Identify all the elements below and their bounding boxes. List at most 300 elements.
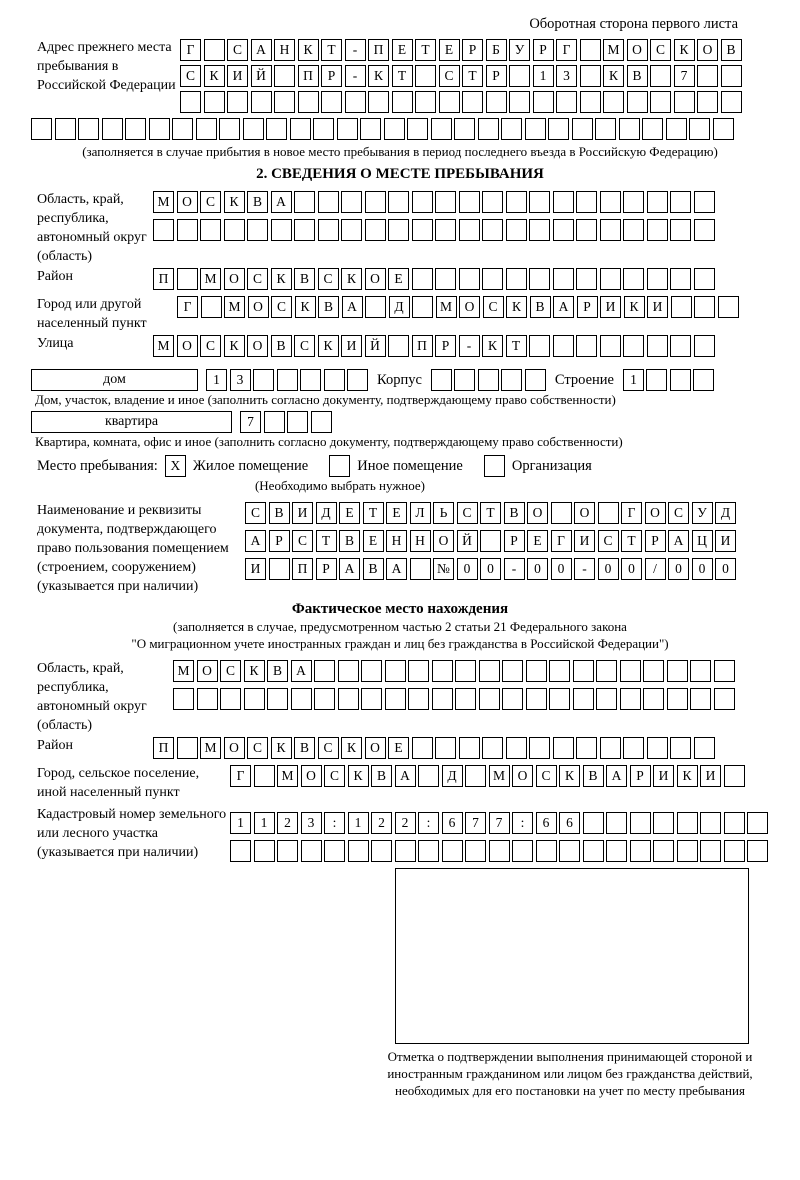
char-cell	[600, 191, 621, 213]
char-cell	[385, 660, 406, 682]
char-cell	[55, 118, 76, 140]
char-cell	[313, 118, 334, 140]
char-cell	[650, 65, 671, 87]
cadastral-label: Кадастровый номер земельного или лесного участка (указывается при наличии)	[37, 807, 227, 860]
char-cell	[700, 840, 721, 862]
char-cell	[197, 688, 218, 710]
document-block	[37, 500, 800, 596]
char-cell: М	[436, 296, 457, 318]
char-cell: К	[298, 39, 319, 61]
char-cell	[697, 65, 718, 87]
char-cell	[407, 118, 428, 140]
char-cell: Р	[645, 530, 666, 552]
char-cell: Т	[462, 65, 483, 87]
char-cell	[254, 840, 275, 862]
char-cell	[509, 91, 530, 113]
char-cell: Й	[365, 335, 386, 357]
char-cell: :	[324, 812, 345, 834]
char-cell: В	[294, 737, 315, 759]
char-cell	[385, 688, 406, 710]
char-cell: И	[715, 530, 736, 552]
char-cell: К	[482, 335, 503, 357]
actual-city-label: Город, сельское поселение, иной населенный пункт	[37, 766, 200, 800]
char-cell: С	[292, 530, 313, 552]
char-cell	[298, 91, 319, 113]
street-block	[37, 333, 800, 361]
char-cell	[667, 660, 688, 682]
char-cell	[697, 91, 718, 113]
char-cell	[454, 118, 475, 140]
char-cell	[435, 191, 456, 213]
region-label: Область, край, республика, автономный округ (область)	[37, 192, 147, 264]
char-cell: Г	[551, 530, 572, 552]
char-cell	[180, 91, 201, 113]
char-cell: Н	[386, 530, 407, 552]
char-cell: Р	[533, 39, 554, 61]
char-cell	[670, 191, 691, 213]
char-cell	[219, 118, 240, 140]
char-cell: 0	[668, 558, 689, 580]
char-cell: Р	[316, 558, 337, 580]
char-cell: С	[200, 191, 221, 213]
char-cell	[553, 268, 574, 290]
char-cell	[506, 219, 527, 241]
char-cell	[395, 840, 416, 862]
char-cell	[600, 335, 621, 357]
char-cell: И	[574, 530, 595, 552]
char-cell	[153, 219, 174, 241]
char-cell	[478, 369, 499, 391]
char-cell: А	[339, 558, 360, 580]
district-block	[37, 266, 800, 294]
char-cell	[251, 91, 272, 113]
char-cell	[677, 840, 698, 862]
char-cell	[31, 118, 52, 140]
char-cell: И	[245, 558, 266, 580]
char-cell	[549, 688, 570, 710]
char-cell: И	[600, 296, 621, 318]
char-cell	[606, 840, 627, 862]
char-cell: К	[624, 296, 645, 318]
char-cell	[600, 737, 621, 759]
char-cell	[576, 737, 597, 759]
document-row-3	[245, 558, 800, 580]
char-cell: М	[224, 296, 245, 318]
char-cell	[220, 688, 241, 710]
corner-note: Оборотная сторона первого листа	[529, 16, 738, 32]
actual-region-row-1	[173, 660, 800, 682]
char-cell	[502, 660, 523, 682]
section2-title: 2. СВЕДЕНИЯ О МЕСТЕ ПРЕБЫВАНИЯ	[256, 166, 544, 182]
char-cell: В	[530, 296, 551, 318]
document-row-2	[245, 530, 800, 552]
char-cell: 0	[692, 558, 713, 580]
actual-region-block	[37, 658, 800, 735]
char-cell: О	[247, 335, 268, 357]
cadastral-block	[37, 804, 800, 866]
char-cell: И	[647, 296, 668, 318]
char-cell: 3	[230, 369, 251, 391]
char-cell: К	[318, 335, 339, 357]
char-cell	[573, 688, 594, 710]
char-cell	[244, 688, 265, 710]
char-cell	[553, 335, 574, 357]
char-cell	[572, 118, 593, 140]
char-cell: С	[227, 39, 248, 61]
char-cell	[674, 91, 695, 113]
char-cell	[301, 840, 322, 862]
char-cell	[714, 660, 735, 682]
char-cell: Т	[415, 39, 436, 61]
char-cell: 2	[371, 812, 392, 834]
char-cell	[670, 335, 691, 357]
char-cell	[435, 737, 456, 759]
char-cell	[269, 558, 290, 580]
char-cell: С	[439, 65, 460, 87]
char-cell	[482, 191, 503, 213]
char-cell	[388, 191, 409, 213]
char-cell	[653, 812, 674, 834]
char-cell	[694, 296, 715, 318]
char-cell	[432, 688, 453, 710]
char-cell: Д	[316, 502, 337, 524]
char-cell	[418, 840, 439, 862]
char-cell	[149, 118, 170, 140]
char-cell	[431, 118, 452, 140]
char-cell	[647, 335, 668, 357]
district-label: Район	[37, 269, 73, 284]
char-cell: У	[509, 39, 530, 61]
char-cell: П	[292, 558, 313, 580]
char-cell: 7	[489, 812, 510, 834]
char-cell: 6	[442, 812, 463, 834]
char-cell	[435, 219, 456, 241]
char-cell	[620, 688, 641, 710]
char-cell: О	[574, 502, 595, 524]
char-cell: Е	[388, 737, 409, 759]
char-cell	[580, 91, 601, 113]
char-cell: Й	[457, 530, 478, 552]
char-cell: Г	[230, 765, 251, 787]
char-cell	[583, 840, 604, 862]
char-cell	[277, 369, 298, 391]
char-cell: И	[227, 65, 248, 87]
char-cell: А	[245, 530, 266, 552]
char-cell	[650, 91, 671, 113]
char-cell	[694, 335, 715, 357]
prev-address-row-2	[180, 65, 800, 87]
char-cell: Д	[442, 765, 463, 787]
char-cell: В	[504, 502, 525, 524]
char-cell	[347, 369, 368, 391]
char-cell: 3	[556, 65, 577, 87]
char-cell	[630, 812, 651, 834]
char-cell	[365, 191, 386, 213]
char-cell: Г	[556, 39, 577, 61]
char-cell	[388, 219, 409, 241]
char-cell	[667, 688, 688, 710]
char-cell	[482, 737, 503, 759]
char-cell: О	[177, 335, 198, 357]
char-cell	[318, 219, 339, 241]
char-cell: Е	[339, 502, 360, 524]
char-cell: К	[506, 296, 527, 318]
char-cell	[526, 660, 547, 682]
char-cell	[224, 219, 245, 241]
char-cell: С	[536, 765, 557, 787]
actual-location-title: Фактическое место нахождения	[291, 601, 509, 617]
char-cell: Р	[269, 530, 290, 552]
char-cell	[559, 840, 580, 862]
char-cell	[482, 219, 503, 241]
region-block	[37, 189, 800, 266]
char-cell	[670, 737, 691, 759]
char-cell: В	[271, 335, 292, 357]
char-cell	[627, 91, 648, 113]
char-cell: С	[294, 335, 315, 357]
actual-region-label: Область, край, республика, автономный округ (область)	[37, 661, 147, 733]
char-cell	[529, 219, 550, 241]
actual-city-block	[37, 763, 800, 802]
prev-address-caption: (заполняется в случае прибытия в новое место пребывания в период последнего въезда в Российскую Федерацию)	[82, 144, 718, 159]
char-cell: С	[324, 765, 345, 787]
actual-district-block	[37, 735, 800, 763]
char-cell: Г	[177, 296, 198, 318]
char-cell	[489, 840, 510, 862]
char-cell	[670, 268, 691, 290]
char-cell: Е	[388, 268, 409, 290]
apartment-line	[31, 411, 800, 433]
char-cell	[596, 688, 617, 710]
char-cell	[324, 369, 345, 391]
char-cell	[694, 737, 715, 759]
char-cell: Т	[363, 502, 384, 524]
char-cell	[227, 91, 248, 113]
char-cell	[365, 219, 386, 241]
actual-district-label: Район	[37, 738, 73, 753]
char-cell	[653, 840, 674, 862]
char-cell	[623, 737, 644, 759]
char-cell: У	[692, 502, 713, 524]
char-cell: Е	[363, 530, 384, 552]
char-cell	[506, 191, 527, 213]
char-cell: В	[318, 296, 339, 318]
stamp-caption: Отметка о подтверждении выполнения принимающей стороной и иностранным гражданином или лицом без гражданства действий, необходимых для его постановки на учет по месту пребывания	[387, 1049, 753, 1098]
char-cell	[690, 688, 711, 710]
street-row	[153, 335, 800, 357]
char-cell	[479, 660, 500, 682]
char-cell: С	[318, 268, 339, 290]
char-cell	[509, 65, 530, 87]
char-cell: -	[345, 65, 366, 87]
char-cell: :	[418, 812, 439, 834]
char-cell: К	[341, 268, 362, 290]
char-cell: Н	[274, 39, 295, 61]
char-cell	[479, 688, 500, 710]
char-cell	[643, 660, 664, 682]
char-cell: Г	[180, 39, 201, 61]
char-cell: №	[433, 558, 454, 580]
char-cell	[287, 411, 308, 433]
char-cell	[670, 219, 691, 241]
char-cell	[361, 688, 382, 710]
char-cell	[462, 91, 483, 113]
char-cell: Е	[439, 39, 460, 61]
stroenie-cells	[623, 369, 715, 391]
char-cell	[459, 191, 480, 213]
char-cell	[254, 765, 275, 787]
char-cell	[415, 91, 436, 113]
char-cell	[573, 660, 594, 682]
char-cell: А	[395, 765, 416, 787]
char-cell	[177, 219, 198, 241]
city-row	[177, 296, 800, 318]
char-cell	[321, 91, 342, 113]
char-cell	[388, 335, 409, 357]
char-cell: С	[247, 268, 268, 290]
char-cell: 1	[206, 369, 227, 391]
char-cell	[526, 688, 547, 710]
char-cell	[670, 369, 691, 391]
char-cell	[324, 840, 345, 862]
char-cell: Й	[251, 65, 272, 87]
char-cell	[580, 39, 601, 61]
char-cell: 0	[551, 558, 572, 580]
char-cell	[412, 737, 433, 759]
char-cell: С	[318, 737, 339, 759]
char-cell: Р	[321, 65, 342, 87]
char-cell: 0	[715, 558, 736, 580]
char-cell	[266, 118, 287, 140]
char-cell	[482, 268, 503, 290]
char-cell	[341, 191, 362, 213]
char-cell	[525, 118, 546, 140]
char-cell	[694, 219, 715, 241]
char-cell: Р	[630, 765, 651, 787]
district-row	[153, 268, 800, 290]
char-cell: П	[298, 65, 319, 87]
char-cell	[548, 118, 569, 140]
stroenie-label: Строение	[554, 371, 614, 388]
city-block	[37, 294, 800, 333]
char-cell: 1	[254, 812, 275, 834]
char-cell	[529, 268, 550, 290]
char-cell: К	[603, 65, 624, 87]
char-cell	[459, 219, 480, 241]
char-cell	[318, 191, 339, 213]
char-cell: В	[583, 765, 604, 787]
char-cell	[277, 840, 298, 862]
char-cell: Е	[392, 39, 413, 61]
char-cell: С	[180, 65, 201, 87]
char-cell	[630, 840, 651, 862]
char-cell: К	[677, 765, 698, 787]
char-cell: -	[574, 558, 595, 580]
char-cell: К	[271, 268, 292, 290]
char-cell: В	[269, 502, 290, 524]
char-cell	[721, 91, 742, 113]
char-cell: О	[365, 737, 386, 759]
char-cell: 1	[348, 812, 369, 834]
char-cell	[173, 688, 194, 710]
char-cell	[264, 411, 285, 433]
char-cell: К	[224, 191, 245, 213]
char-cell: О	[224, 737, 245, 759]
char-cell: О	[248, 296, 269, 318]
korpus-label: Корпус	[377, 371, 422, 388]
char-cell	[337, 118, 358, 140]
char-cell: И	[292, 502, 313, 524]
char-cell	[647, 737, 668, 759]
char-cell: К	[271, 737, 292, 759]
char-cell	[553, 191, 574, 213]
prev-address-block	[37, 37, 800, 117]
char-cell	[253, 369, 274, 391]
stamp-box	[395, 868, 749, 1044]
char-cell	[338, 688, 359, 710]
char-cell	[102, 118, 123, 140]
char-cell	[623, 335, 644, 357]
apartment-box: квартира	[31, 411, 232, 433]
char-cell: Р	[435, 335, 456, 357]
char-cell	[598, 502, 619, 524]
char-cell	[647, 268, 668, 290]
char-cell: О	[459, 296, 480, 318]
char-cell	[459, 268, 480, 290]
char-cell	[553, 737, 574, 759]
char-cell: О	[512, 765, 533, 787]
char-cell: Т	[321, 39, 342, 61]
char-cell: 7	[465, 812, 486, 834]
char-cell	[747, 840, 768, 862]
char-cell	[408, 688, 429, 710]
char-cell	[201, 296, 222, 318]
char-cell: А	[386, 558, 407, 580]
char-cell: Г	[621, 502, 642, 524]
char-cell: А	[271, 191, 292, 213]
actual-caption-1: (заполняется в случае, предусмотренном частью 2 статьи 21 Федерального закона	[173, 619, 627, 634]
char-cell: -	[504, 558, 525, 580]
char-cell	[412, 219, 433, 241]
char-cell	[432, 660, 453, 682]
char-cell: С	[271, 296, 292, 318]
prev-address-row-3	[180, 91, 800, 113]
char-cell	[345, 91, 366, 113]
char-cell: А	[606, 765, 627, 787]
cadastral-row-2	[230, 840, 800, 862]
korpus-cells	[431, 369, 546, 391]
char-cell	[549, 660, 570, 682]
char-cell: 2	[277, 812, 298, 834]
char-cell	[408, 660, 429, 682]
char-cell: С	[668, 502, 689, 524]
char-cell	[700, 812, 721, 834]
char-cell	[368, 91, 389, 113]
char-cell	[556, 91, 577, 113]
char-cell	[177, 737, 198, 759]
char-cell: К	[204, 65, 225, 87]
char-cell	[294, 219, 315, 241]
char-cell: С	[650, 39, 671, 61]
char-cell	[480, 530, 501, 552]
char-cell	[529, 737, 550, 759]
char-cell: -	[459, 335, 480, 357]
char-cell: Е	[386, 502, 407, 524]
char-cell: О	[301, 765, 322, 787]
char-cell	[606, 812, 627, 834]
char-cell	[439, 91, 460, 113]
char-cell	[690, 660, 711, 682]
